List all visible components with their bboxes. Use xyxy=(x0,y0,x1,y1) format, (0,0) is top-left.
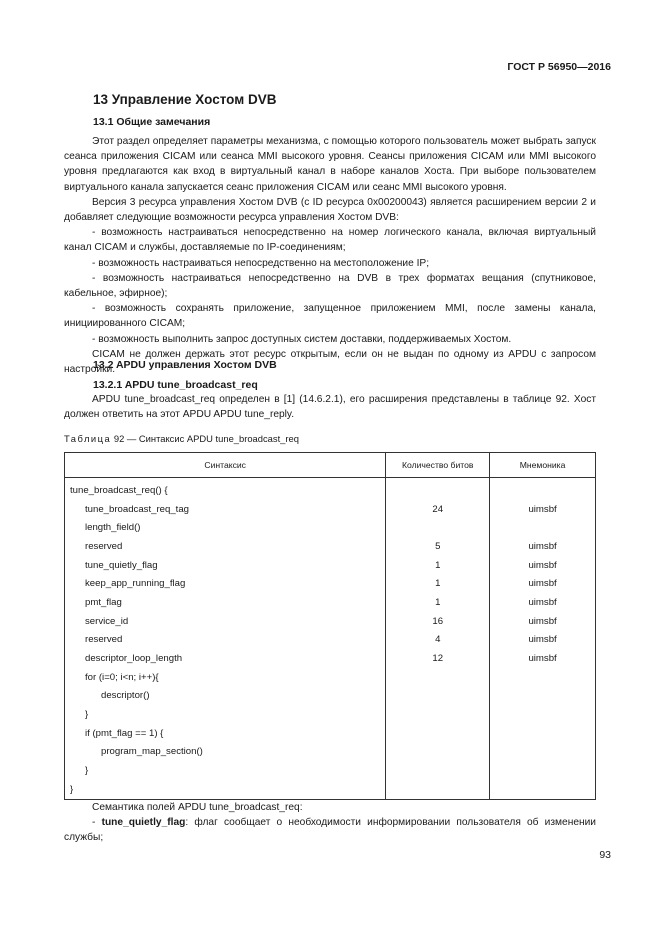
cell-mnemonic: uimsbf xyxy=(490,612,596,631)
table-row xyxy=(65,687,596,706)
cell-bits xyxy=(386,724,490,743)
table-row xyxy=(65,574,596,593)
paragraph: APDU tune_broadcast_req определен в [1] (14.6.2.1), его расширения представлены в таблице 92. Хост должен ответить на этот APDU APDU tune_reply. xyxy=(64,394,596,421)
cell-syntax: service_id xyxy=(65,612,386,631)
table-row xyxy=(65,612,596,631)
cell-mnemonic: uimsbf xyxy=(490,537,596,556)
cell-syntax: tune_broadcast_req_tag xyxy=(65,500,386,519)
cell-bits: 1 xyxy=(386,556,490,575)
cell-syntax: reserved xyxy=(65,631,386,650)
cell-bits xyxy=(386,743,490,762)
cell-syntax: for (i=0; i<n; i++){ xyxy=(65,668,386,687)
section-title: 13 Управление Хостом DVB xyxy=(93,92,277,107)
cell-mnemonic xyxy=(490,761,596,780)
table-row xyxy=(65,500,596,519)
cell-bits xyxy=(386,780,490,799)
cell-mnemonic xyxy=(490,705,596,724)
cell-mnemonic xyxy=(490,687,596,706)
cell-bits: 4 xyxy=(386,631,490,650)
cell-bits xyxy=(386,705,490,724)
list-item: - возможность выполнить запрос доступных систем доставки, поддерживаемых Хостом. xyxy=(92,333,512,345)
table-caption-text: 92 — Синтаксис APDU tune_broadcast_req xyxy=(111,433,299,444)
semantics-item-prefix: - xyxy=(92,817,102,829)
table-row xyxy=(65,780,596,799)
syntax-table xyxy=(64,452,596,800)
cell-mnemonic xyxy=(490,518,596,537)
cell-bits xyxy=(386,518,490,537)
list-item: - возможность настраиваться непосредственно на местоположение IP; xyxy=(92,257,430,269)
table-row xyxy=(65,518,596,537)
cell-syntax: keep_app_running_flag xyxy=(65,574,386,593)
semantics-section xyxy=(64,800,596,846)
cell-bits xyxy=(386,478,490,500)
cell-bits: 1 xyxy=(386,574,490,593)
table-header-row xyxy=(65,453,596,478)
cell-mnemonic xyxy=(490,743,596,762)
table-row xyxy=(65,668,596,687)
cell-mnemonic xyxy=(490,478,596,500)
header-mnemonic: Мнемоника xyxy=(490,453,596,478)
cell-syntax: tune_quietly_flag xyxy=(65,556,386,575)
table-body xyxy=(65,478,596,800)
cell-mnemonic xyxy=(490,668,596,687)
list-item: - возможность настраиваться непосредственно на номер логического канала, включая виртуальный канал CICAM и службы, доставляемые по IP-соединениям; xyxy=(64,227,596,254)
table-row xyxy=(65,478,596,500)
subsection-title-13-2: 13.2 APDU управления Хостом DVB xyxy=(93,359,277,371)
cell-mnemonic: uimsbf xyxy=(490,649,596,668)
paragraph: CICAM не должен держать этот ресурс открытым, если он не выдан по одному из APDU с запросом настройки. xyxy=(64,348,596,376)
paragraph: Этот раздел определяет параметры механизма, с помощью которого пользователь может выбрать запуск сеанса приложения CICAM или сеанса MMI высокого уровня. Сеансы приложения CICAM или MMI высокого уровня предлагаются как вход в виртуальный канал в наборе каналов Хоста. При выборе пользователем виртуального канала запускается сеанс приложения CICAM или сеанс MMI высокого уровня. xyxy=(64,136,596,193)
table-row xyxy=(65,649,596,668)
page-number: 93 xyxy=(599,849,611,861)
cell-mnemonic: uimsbf xyxy=(490,593,596,612)
table-caption xyxy=(64,433,299,444)
table-row xyxy=(65,761,596,780)
table-row xyxy=(65,593,596,612)
table-row xyxy=(65,631,596,650)
cell-syntax: } xyxy=(65,705,386,724)
cell-mnemonic: uimsbf xyxy=(490,500,596,519)
list-item: - возможность сохранять приложение, запущенное приложением MMI, после замены канала, инициированного CICAM; xyxy=(64,303,596,330)
cell-syntax: program_map_section() xyxy=(65,743,386,762)
cell-bits: 1 xyxy=(386,593,490,612)
semantics-intro: Семантика полей APDU tune_broadcast_req: xyxy=(92,802,303,813)
cell-mnemonic: uimsbf xyxy=(490,574,596,593)
subsection-13-1-body xyxy=(64,134,596,377)
cell-mnemonic xyxy=(490,780,596,799)
standard-code: ГОСТ Р 56950—2016 xyxy=(507,61,611,73)
cell-mnemonic: uimsbf xyxy=(490,631,596,650)
subsection-title-13-1: 13.1 Общие замечания xyxy=(93,116,211,128)
cell-syntax: descriptor() xyxy=(65,687,386,706)
semantics-item xyxy=(64,815,596,845)
semantics-item-term: tune_quietly_flag xyxy=(101,817,186,829)
table-caption-prefix: Таблица xyxy=(64,433,112,444)
cell-bits: 16 xyxy=(386,612,490,631)
cell-bits: 24 xyxy=(386,500,490,519)
cell-bits: 5 xyxy=(386,537,490,556)
cell-syntax: } xyxy=(65,761,386,780)
cell-bits: 12 xyxy=(386,649,490,668)
cell-mnemonic: uimsbf xyxy=(490,556,596,575)
cell-syntax: tune_broadcast_req() { xyxy=(65,478,386,500)
cell-bits xyxy=(386,761,490,780)
cell-syntax: descriptor_loop_length xyxy=(65,649,386,668)
cell-syntax: if (pmt_flag == 1) { xyxy=(65,724,386,743)
cell-syntax: length_field() xyxy=(65,518,386,537)
header-syntax: Синтаксис xyxy=(65,453,386,478)
list-item: - возможность настраиваться непосредственно на DVB в трех форматах вещания (спутниковое, кабельное, эфирное); xyxy=(64,272,596,300)
subsection-13-2-1-body xyxy=(64,392,596,422)
paragraph: Версия 3 ресурса управления Хостом DVB (с ID ресурса 0x00200043) является расширением версии 2 и добавляет следующие возможности ресурса управления Хостом DVB: xyxy=(64,196,596,224)
semantics-item-text: : флаг сообщает о необходимости информировании пользователя об изменении службы; xyxy=(64,817,596,844)
table-row xyxy=(65,556,596,575)
cell-syntax: } xyxy=(65,780,386,799)
cell-syntax: pmt_flag xyxy=(65,593,386,612)
header-bits: Количество битов xyxy=(386,453,490,478)
cell-bits xyxy=(386,668,490,687)
table-row xyxy=(65,705,596,724)
table-row xyxy=(65,743,596,762)
table-row xyxy=(65,537,596,556)
table-row xyxy=(65,724,596,743)
cell-mnemonic xyxy=(490,724,596,743)
cell-syntax: reserved xyxy=(65,537,386,556)
subsection-title-13-2-1: 13.2.1 APDU tune_broadcast_req xyxy=(93,379,258,391)
cell-bits xyxy=(386,687,490,706)
